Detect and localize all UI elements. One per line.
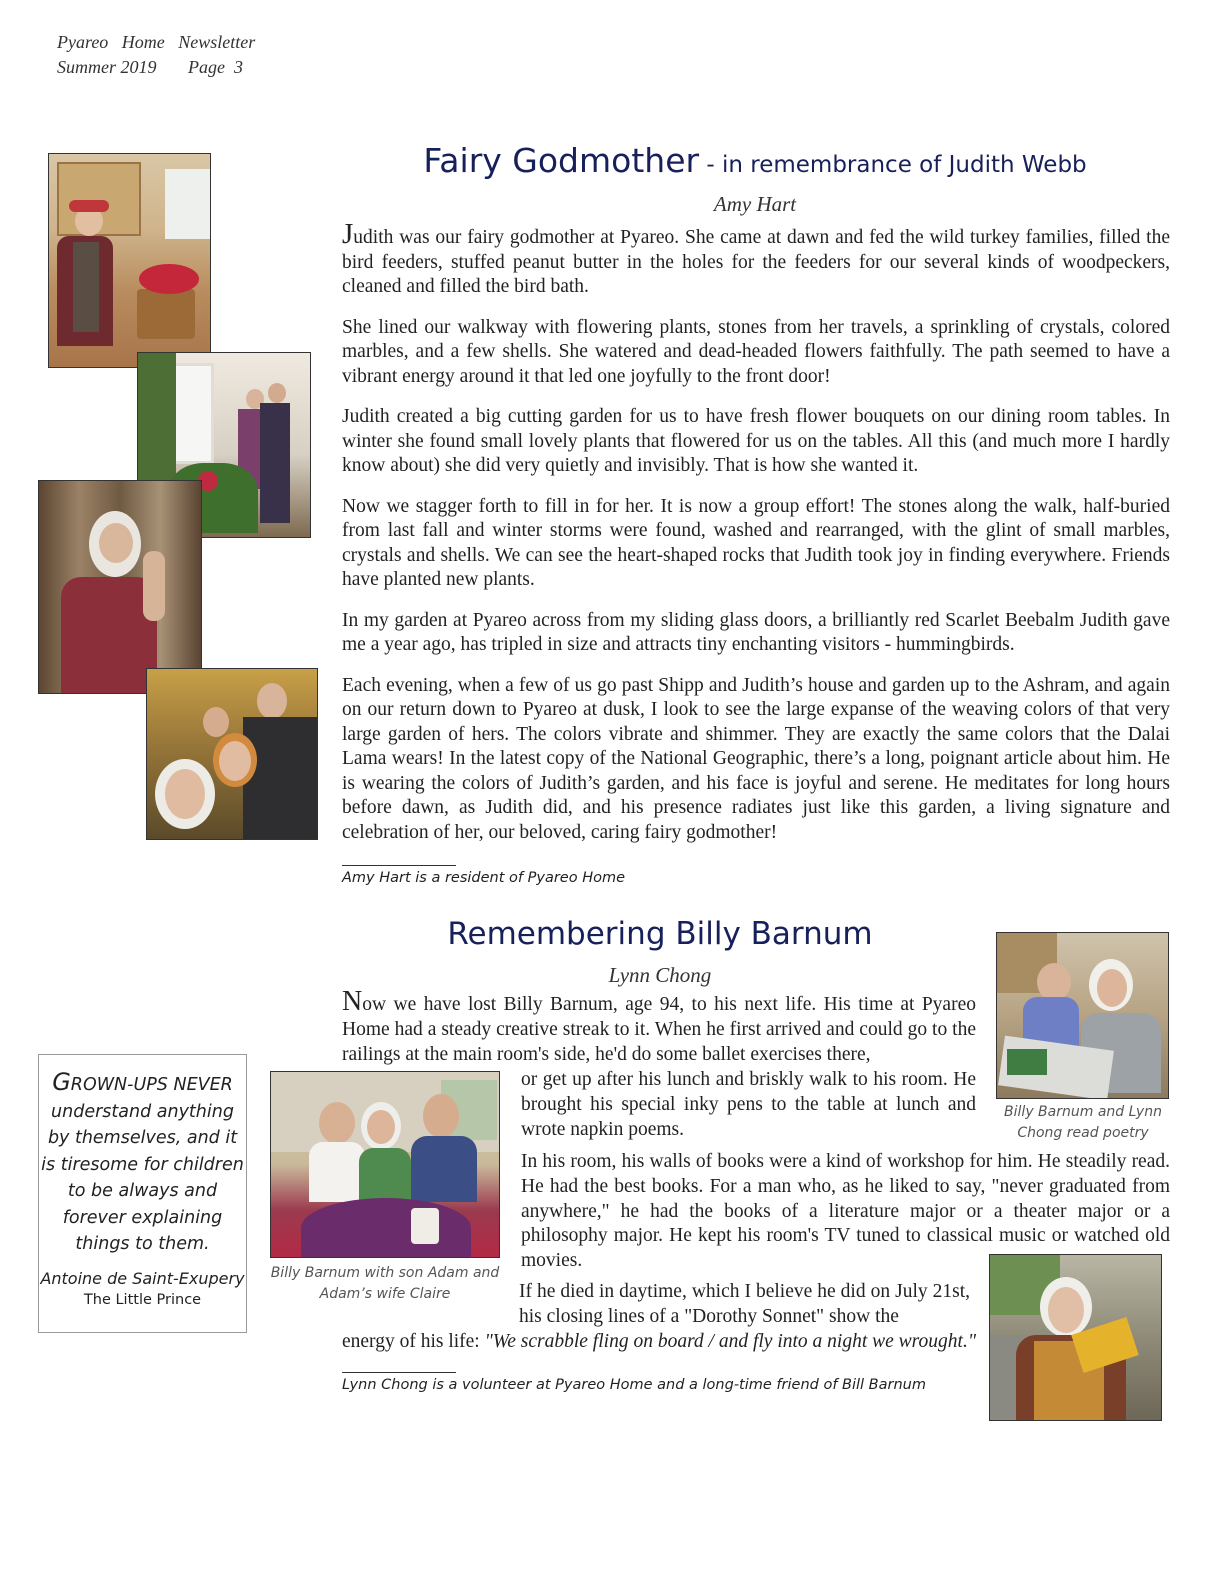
article-title-billy-barnum: Remembering Billy Barnum [447,916,873,952]
newsletter-header [57,30,255,80]
paragraph: Judith created a big cutting garden for us to have fresh flower bouquets on our dining room tables. In winter she found small lovely plants that flowered for us on the tables. All this (and much more I hardly know about) she did very quietly and invisibly. That is how she wanted it. [342,406,1170,476]
paragraph: She lined our walkway with flowering plants, stones from her travels, a sprinkling of crystals, colored marbles, and a few shells. She watered and dead-headed flowers faithfully. The path seemed to have a vibrant energy around it that led one joyfully to the front door! [342,316,1170,387]
quote-upper: ROWN-UPS NEVER [70,1075,233,1095]
article-footnote: Amy Hart is a resident of Pyareo Home [342,870,626,886]
header-line2: Summer 2019 Page 3 [57,57,243,77]
photo-caption: Billy Barnum with son Adam and Adam’s wife Claire [270,1265,500,1302]
quote-body: understand anything by themselves, and it is tiresome for children to be always and forever explaining things to them. [41,1101,244,1254]
woman-arranging-flowers-photo [48,153,211,368]
article-main-title: Fairy Godmother [423,141,700,180]
article-subtitle: in remembrance of Judith Webb [721,152,1087,178]
quote-book: The Little Prince [83,1291,202,1308]
family-at-table-photo [270,1071,500,1258]
drop-cap: J [342,218,354,250]
article-text-block: In his room, his walls of books were a kind of workshop for him. He steadily read. He had the best books. For a man who, as he liked to say, "never graduated from anywhere," he had the books of a literature major or a theater major or a philosophy major. He kept his room's TV tuned to classical music or watched old movies. [521,1151,1170,1272]
article-byline: Lynn Chong [608,963,712,987]
article-text-block: If he died in daytime, which I believe he did on July 21st, his closing lines of a "Dorothy Sonnet" show the [519,1281,970,1327]
quote-author: Antoine de Saint-Exupery [40,1268,245,1288]
paragraph: Now we stagger forth to fill in for her. It is now a group effort! The stones along the walk, half-buried from last fall and winter storms were found, washed and rearranged, with the glint of small marbles, crystals and shells. We can see the heart-shaped rocks that Judith took joy in finding everywhere. Friends have planted new plants. [342,495,1170,590]
header-line1: Pyareo Home Newsletter [57,32,256,52]
quote-text [39,1069,246,1258]
paragraph-text: ow we have lost Billy Barnum, age 94, to his next life. His time at Pyareo Home had a steady creative streak to it. When he first arrived and could go to the railings at the main room's side, he'd do some ballet exercises there, [342,994,976,1065]
article-title-fairy-godmother [340,141,1170,180]
photo-caption: Billy Barnum and Lynn Chong read poetry [1004,1104,1162,1141]
article-byline: Amy Hart [713,192,797,216]
reading-poetry-photo [996,932,1169,1099]
poem-quote: "We scrabble fling on board / and fly into a night we wrought." [484,1331,977,1352]
paragraph: In my garden at Pyareo across from my sliding glass doors, a brilliantly red Scarlet Beebalm Judith gave me a year ago, has tripled in size and attracts tiny enchanting visitors - hummingbirds. [342,609,1170,655]
group-selfie-photo [146,668,318,840]
quote-lead-letter: G [52,1068,71,1096]
footnote-rule [342,865,456,866]
footnote-rule [342,1372,456,1373]
paragraph [342,218,1170,300]
paragraph: Each evening, when a few of us go past Shipp and Judith’s house and garden up to the Ashram, and again on our return down to Pyareo at dusk, I look to see the large expanse of the weaving colors of that very large garden of hers. The colors vibrate and shimmer. They are exactly the same colors that the Dalai Lama wears! In the latest copy of the National Geographic, there’s a long, poignant article about him. He is wearing the colors of Judith’s garden, and his face is joyful and serene. He meditates for long hours before dawn, as Judith did, and his presence radiates just like this garden, a living signature and celebration of her, our beloved, caring fairy godmother! [342,674,1170,843]
article-title-separator: - [699,152,722,178]
article-text-block: or get up after his lunch and briskly walk to his room. He brought his special inky pens to the table at lunch and wrote napkin poems. [521,1069,976,1140]
article-text-block [342,1330,982,1355]
paragraph-text: energy of his life: [342,1331,485,1352]
article-text-block [342,986,976,1067]
man-with-yellow-paper-photo [989,1254,1162,1421]
paragraph-text: udith was our fairy godmother at Pyareo. She came at dawn and fed the wild turkey families, filled the bird feeders, stuffed peanut butter in the holes for the feeders for our several kinds of woodpeckers, cleaned and filled the bird bath. [342,227,1170,297]
article-body [342,218,1170,861]
quote-box [38,1054,247,1333]
woman-in-woods-photo [38,480,202,694]
article-footnote: Lynn Chong is a volunteer at Pyareo Home and a long-time friend of Bill Barnum [342,1377,926,1393]
drop-cap: N [342,986,363,1017]
